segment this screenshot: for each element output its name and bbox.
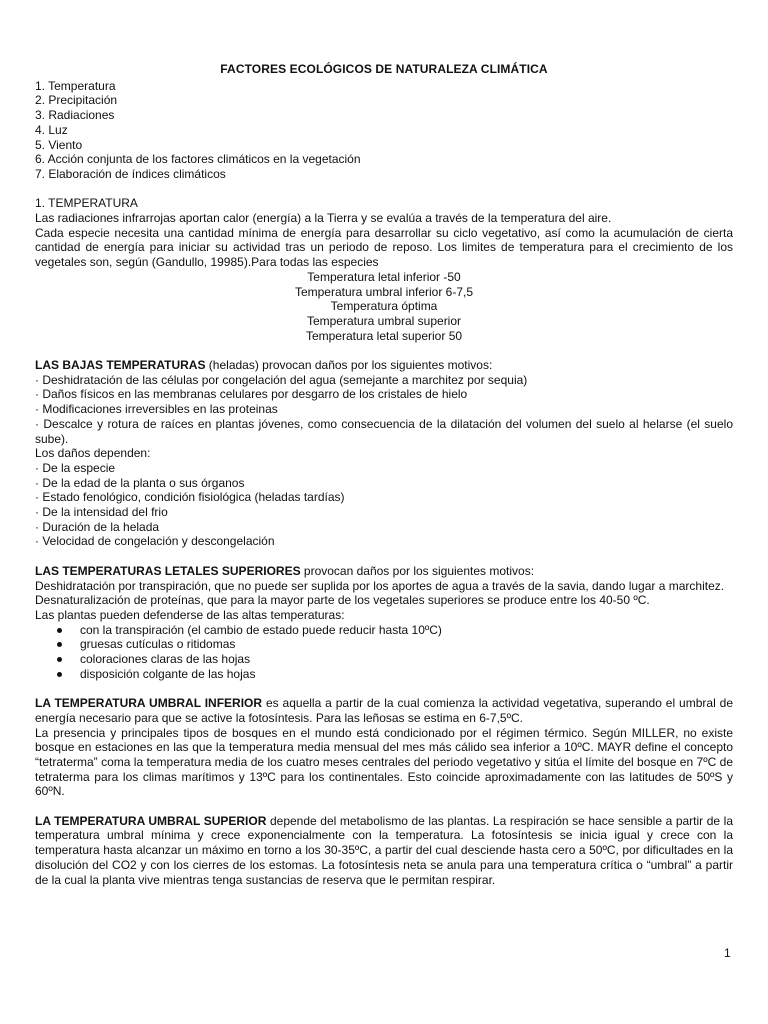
list-item: · Daños físicos en las membranas celulares por desgarro de los cristales de hielo xyxy=(35,387,468,402)
section-heading: 1. TEMPERATURA xyxy=(35,196,138,211)
toc-item: 2. Precipitación xyxy=(35,93,118,108)
list-item: · De la edad de la planta o sus órganos xyxy=(35,475,245,490)
section-heading: LA TEMPERATURA UMBRAL INFERIOR xyxy=(35,696,263,711)
paragraph: Deshidratación por transpiración, que no puede ser suplida por los aportes de agua a través de la savia, dando lugar a marchitez. xyxy=(35,578,725,593)
toc-item: 3. Radiaciones xyxy=(35,108,115,123)
list-item: · De la especie xyxy=(35,460,116,475)
section-low-temperatures xyxy=(35,358,733,549)
bullet-item: disposición colgante de las hojas xyxy=(80,667,733,682)
table-of-contents xyxy=(35,79,733,182)
bullet-list xyxy=(35,623,733,682)
document-page xyxy=(35,62,733,887)
section-temperature xyxy=(35,196,733,343)
section-high-lethal-temperatures xyxy=(35,564,733,682)
threshold-line: Temperatura letal superior 50 xyxy=(305,328,463,343)
section-heading: LAS TEMPERATURAS LETALES SUPERIORES xyxy=(35,563,301,578)
toc-item: 4. Luz xyxy=(35,122,68,137)
paragraph: Las plantas pueden defenderse de las altas temperaturas: xyxy=(35,607,345,622)
paragraph xyxy=(35,564,733,579)
threshold-line: Temperatura óptima xyxy=(330,299,438,314)
toc-item: 6. Acción conjunta de los factores climáticos en la vegetación xyxy=(35,152,361,167)
list-item: · Velocidad de congelación y descongelación xyxy=(35,534,275,549)
list-item: · Duración de la helada xyxy=(35,519,160,534)
threshold-line: Temperatura umbral superior xyxy=(306,313,462,328)
threshold-line: Temperatura umbral inferior 6-7,5 xyxy=(294,284,474,299)
section-heading: LAS BAJAS TEMPERATURAS xyxy=(35,358,206,373)
paragraph: Las radiaciones infrarrojas aportan calor (energía) a la Tierra y se evalúa a través de la temperatura del aire. xyxy=(35,211,612,226)
list-item: · Modificaciones irreversibles en las proteinas xyxy=(35,402,278,417)
list-item: · Deshidratación de las células por congelación del agua (semejante a marchitez por sequia) xyxy=(35,372,528,387)
bullet-item: con la transpiración (el cambio de estado puede reducir hasta 10ºC) xyxy=(80,623,733,638)
bullet-item: coloraciones claras de las hojas xyxy=(80,652,733,667)
paragraph-text: es aquella a partir de la cual comienza la actividad vegetativa, superando el umbral de energía necesario para que se active la fotosíntesis. Para las leñosas se estima en 6-7,5ºC. xyxy=(35,696,733,725)
list-label: Los daños dependen: xyxy=(35,446,151,461)
paragraph: La presencia y principales tipos de bosques en el mundo está condicionado por el régimen térmico. Según MILLER, no existe bosque en estaciones en las que la temperatura media mensual del mes más cálido sea inferior a 10ºC. MAYR define el concepto “tetraterma” coma la temperatura media de los cuatro meses centrales del periodo vegetativo y sitúa el límite del bosque en 7ºC de tetraterma para los climas marítimos y 13ºC para los continentales. Esto coincide aproximadamente con las latitudes de 50ºS y 60ºN. xyxy=(35,725,733,799)
threshold-line: Temperatura letal inferior -50 xyxy=(307,269,461,284)
list-item: · De la intensidad del frio xyxy=(35,505,168,520)
section-heading: LA TEMPERATURA UMBRAL SUPERIOR xyxy=(35,813,267,828)
paragraph xyxy=(35,358,733,373)
section-upper-threshold xyxy=(35,814,733,888)
document-title: FACTORES ECOLÓGICOS DE NATURALEZA CLIMÁTICA xyxy=(220,62,548,76)
paragraph xyxy=(35,814,733,888)
paragraph: Cada especie necesita una cantidad mínima de energía para desarrollar su ciclo vegetativo, así como la acumulación de cierta cantidad de energía para iniciar su actividad tras un periodo de reposo. Los limites de temperatura para el crecimiento de los vegetales son, según (Gandullo, 19985).Para todas las especies xyxy=(35,225,733,270)
toc-item: 7. Elaboración de índices climáticos xyxy=(35,166,226,181)
toc-item: 5. Viento xyxy=(35,137,83,152)
paragraph: Desnaturalización de proteínas, que para la mayor parte de los vegetales superiores se produce entre los 40-50 ºC. xyxy=(35,593,650,608)
paragraph-text: (heladas) provocan daños por los siguientes motivos: xyxy=(205,358,493,373)
toc-item: 1. Temperatura xyxy=(35,78,116,93)
paragraph xyxy=(35,696,733,725)
page-number: 1 xyxy=(724,946,731,960)
section-lower-threshold xyxy=(35,696,733,799)
paragraph-text: provocan daños por los siguientes motivos: xyxy=(300,563,535,578)
bullet-item: gruesas cutículas o ritidomas xyxy=(80,637,733,652)
paragraph-text: depende del metabolismo de las plantas. La respiración se hace sensible a partir de la temperatura umbral mínima y crece exponencialmente con la temperatura. La fotosíntesis se inicia igual y crece con la temperatura hasta alcanzar un máximo en torno a los 30-35ºC, a partir del cual desciende hasta cero a 50ºC, por dificultades en la disolución del CO2 y con los cierres de los estomas. La fotosíntesis neta se anula para una temperatura crítica o “umbral” a partir de la cual la planta vive mientras tenga sustancias de reserva que le permitan respirar. xyxy=(35,813,734,887)
list-item: · Estado fenológico, condición fisiológica (heladas tardías) xyxy=(35,490,345,505)
list-item: · Descalce y rotura de raíces en plantas jóvenes, como consecuencia de la dilatación del volumen del suelo al helarse (el suelo sube). xyxy=(35,416,733,446)
